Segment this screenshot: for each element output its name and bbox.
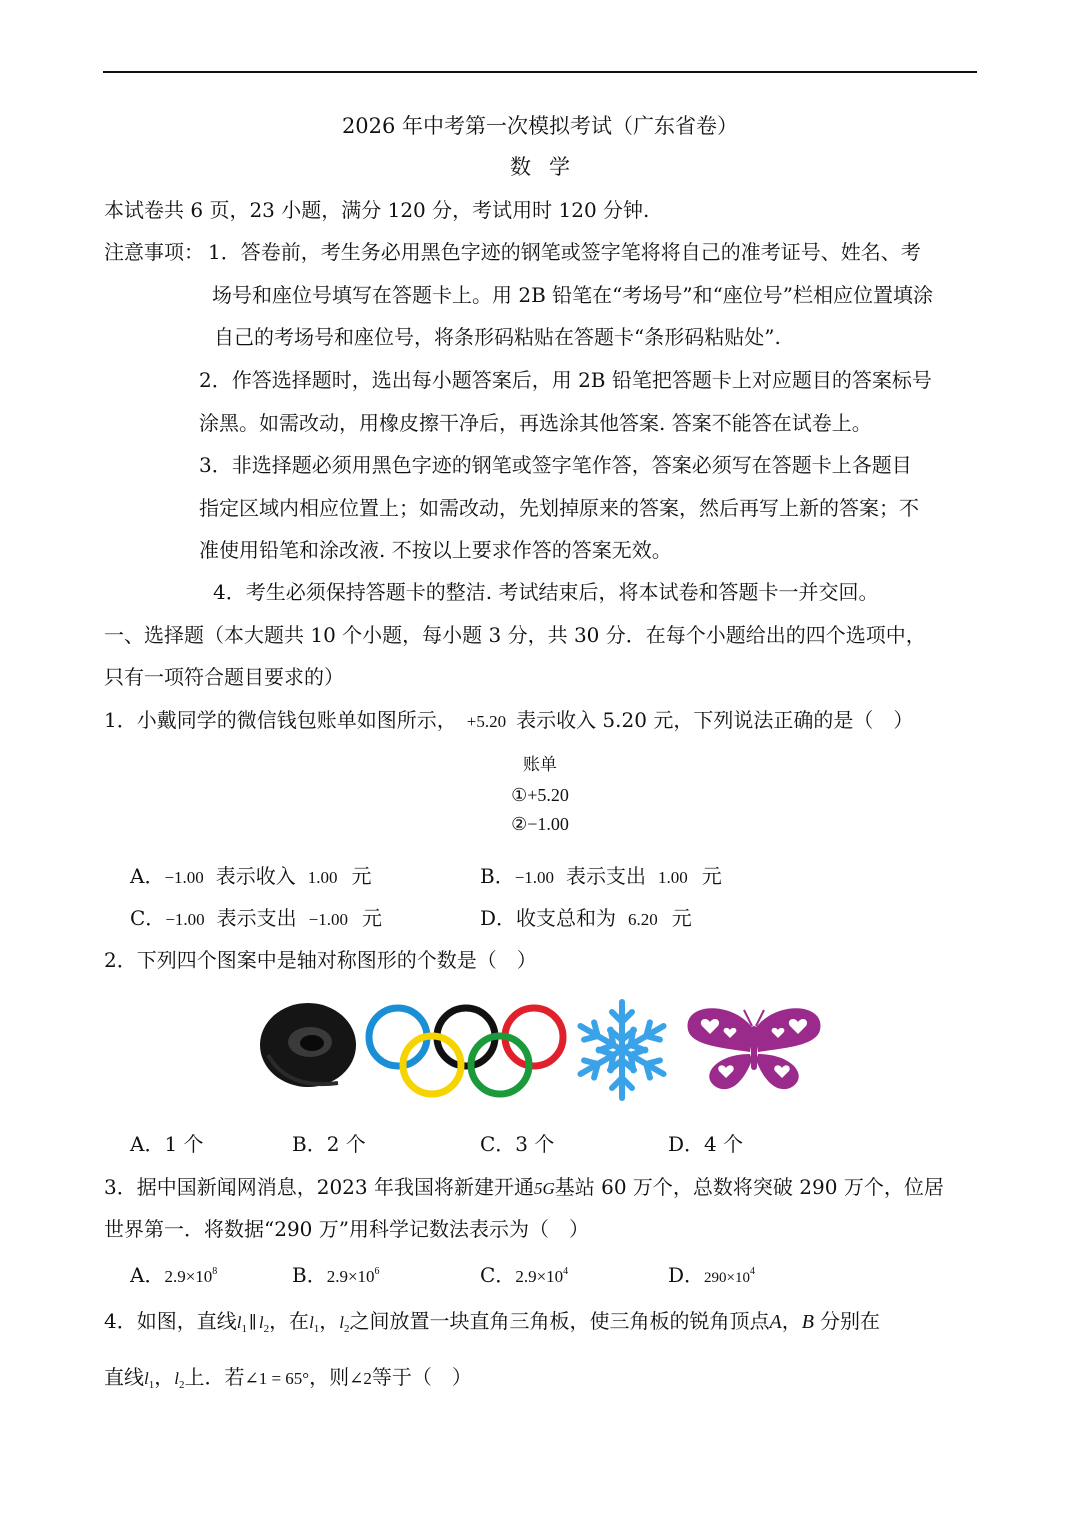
- option-label: B．: [480, 864, 515, 888]
- q4-subscript: 2: [344, 1323, 350, 1335]
- snowflake-figure: [574, 1002, 669, 1098]
- option-text: 表示支出: [216, 906, 297, 930]
- notice-item-1-line-3: 自己的考场号和座位号，将条形码粘贴在答题卡“条形码粘贴处”.: [214, 325, 781, 349]
- q3-option-c[interactable]: [480, 1258, 568, 1291]
- option-math: 1.00: [307, 868, 338, 887]
- bill-entry-2: ②−1.00: [511, 814, 569, 834]
- q3-5g: 5G: [533, 1179, 555, 1198]
- bill-title: 账单: [523, 755, 557, 775]
- q1-stem-text-a: 1．小戴同学的微信钱包账单如图所示，: [104, 708, 457, 732]
- q1-option-d[interactable]: [480, 904, 692, 934]
- q3-option-b[interactable]: [292, 1258, 380, 1291]
- notice-item-4: 4．考生必须保持答题卡的整洁. 考试结束后，将本试卷和答题卡一并交回。: [213, 580, 879, 604]
- black-ring-figure: [260, 1003, 356, 1087]
- q4-text: 4．如图，直线: [104, 1309, 237, 1333]
- option-exponent: 8: [212, 1266, 218, 1277]
- option-text: 元: [671, 906, 692, 930]
- q4-text: 上．若: [184, 1365, 245, 1389]
- option-math: −1.00: [165, 910, 205, 929]
- option-exponent: 4: [750, 1266, 756, 1277]
- option-label: A．: [130, 1263, 165, 1287]
- q4-text: ，: [319, 1309, 340, 1333]
- q4-line-l: l: [144, 1369, 149, 1388]
- q4-point-a: A: [769, 1311, 782, 1333]
- q4-subscript: 2: [178, 1379, 185, 1391]
- q4-text: 分别在: [819, 1309, 880, 1333]
- option-text: 元: [701, 864, 722, 888]
- option-label: D．: [480, 906, 517, 930]
- option-text: 表示支出: [566, 864, 647, 888]
- option-text: 元: [362, 906, 382, 930]
- question-3-stem-line-2: 世界第一．将数据“290 万”用科学记数法表示为（ ）: [104, 1217, 589, 1241]
- q4-subscript: 1: [148, 1379, 155, 1391]
- q4-text: 等于（ ）: [371, 1365, 472, 1389]
- notice-item-3-line-1: 3．非选择题必须用黑色字迹的钢笔或签字笔作答，答案必须写在答题卡上各题目: [199, 453, 912, 477]
- option-text: 表示收入: [215, 864, 296, 888]
- q4-point-b: B: [801, 1311, 814, 1333]
- butterfly-figure: [688, 1008, 821, 1089]
- notice-item-2-line-2: 涂黑。如需改动，用橡皮擦干净后，再选涂其他答案. 答案不能答在试卷上。: [199, 411, 872, 435]
- q3-option-d[interactable]: [668, 1258, 755, 1292]
- q4-line-l: l: [236, 1313, 242, 1332]
- q2-option-d[interactable]: D．4 个: [668, 1132, 744, 1156]
- q4-parallel-symbol: ∥: [248, 1313, 257, 1332]
- question-3-stem: [104, 1173, 944, 1203]
- option-exponent: 6: [374, 1266, 380, 1277]
- option-math: 2.9×10: [515, 1267, 564, 1286]
- q4-text: ，: [781, 1309, 802, 1333]
- q2-option-c[interactable]: C．3 个: [480, 1132, 555, 1156]
- option-math: 6.20: [628, 910, 658, 929]
- olympic-rings-figure: [369, 1008, 563, 1094]
- q4-text: ，则: [309, 1365, 350, 1389]
- q1-option-c[interactable]: [130, 904, 382, 934]
- q4-subscript: 1: [241, 1323, 247, 1335]
- q4-subscript: 2: [263, 1323, 270, 1335]
- q4-angle-1: ∠1 = 65°: [244, 1369, 310, 1388]
- section-1-heading-cont: 只有一项符合题目要求的）: [104, 665, 344, 689]
- q1-option-a[interactable]: [130, 862, 372, 892]
- subject-title: 数学: [510, 155, 588, 179]
- q3-stem-text-b: 基站 60 万个，总数将突破 290 万个，位居: [554, 1175, 944, 1199]
- q4-line-l: l: [309, 1313, 314, 1332]
- notice-label: 注意事项：: [104, 240, 204, 264]
- q3-option-a[interactable]: [130, 1258, 217, 1291]
- option-text: 收支总和为: [516, 906, 617, 930]
- q4-line-l: l: [339, 1313, 345, 1332]
- q2-figures: [258, 995, 822, 1105]
- notice-item-2-line-1: 2．作答选择题时，选出每小题答案后，用 2B 铅笔把答题卡上对应题目的答案标号: [199, 368, 932, 392]
- option-math: −1.00: [308, 910, 348, 929]
- q3-stem-text-a: 3．据中国新闻网消息，2023 年我国将新建开通: [104, 1175, 534, 1199]
- question-1-stem: [104, 706, 913, 736]
- option-label: A．: [130, 864, 165, 888]
- notice-item-3-line-2: 指定区域内相应位置上；如需改动，先划掉原来的答案，然后再写上新的答案；不: [199, 496, 919, 520]
- header-rule: [103, 71, 977, 73]
- option-exponent: 4: [563, 1266, 569, 1277]
- question-2-stem: 2．下列四个图案中是轴对称图形的个数是（ ）: [104, 948, 537, 972]
- q1-stem-text-b: 表示收入 5.20 元，下列说法正确的是（ ）: [516, 708, 914, 732]
- option-label: C．: [480, 1263, 516, 1287]
- q4-text: ，: [154, 1365, 175, 1389]
- notice-item-1-line-2: 场号和座位号填写在答题卡上。用 2B 铅笔在“考场号”和“座位号”栏相应位置填涂: [212, 283, 934, 307]
- q1-option-b[interactable]: [480, 862, 722, 892]
- question-4-stem-line-2: [104, 1363, 472, 1399]
- q4-line-l: l: [258, 1313, 264, 1332]
- option-math: 2.9×10: [326, 1267, 375, 1286]
- q4-angle-2: ∠2: [349, 1369, 372, 1388]
- q2-option-b[interactable]: B．2 个: [292, 1132, 366, 1156]
- option-math: 2.9×10: [164, 1267, 213, 1286]
- option-math: 1.00: [658, 868, 688, 887]
- bill-entry-1: ①+5.20: [511, 785, 569, 805]
- notice-item-3-line-3: 准使用铅笔和涂改液. 不按以上要求作答的答案无效。: [199, 538, 672, 562]
- exam-title: 2026 年中考第一次模拟考试（广东省卷）: [341, 114, 739, 138]
- option-math: −1.00: [164, 868, 204, 887]
- q1-stem-math: +5.20: [466, 712, 507, 731]
- q2-option-a[interactable]: A．1 个: [130, 1132, 204, 1156]
- notice-item-1-line-1: 1．答卷前，考生务必用黑色字迹的钢笔或签字笔将将自己的准考证号、姓名、考: [208, 240, 921, 264]
- option-math: 290×10: [704, 1270, 751, 1286]
- q4-subscript: 1: [313, 1323, 320, 1335]
- q4-text: 之间放置一块直角三角板，使三角板的锐角顶点: [349, 1309, 770, 1333]
- intro-line: 本试卷共 6 页，23 小题，满分 120 分，考试用时 120 分钟.: [104, 198, 650, 222]
- option-text: 元: [351, 864, 372, 888]
- option-label: D．: [668, 1263, 705, 1287]
- option-label: B．: [292, 1263, 327, 1287]
- question-4-stem: [104, 1307, 880, 1343]
- option-label: C．: [130, 906, 166, 930]
- option-math: −1.00: [514, 868, 555, 887]
- q4-line-l: l: [174, 1369, 179, 1388]
- q4-text: ，在: [269, 1309, 310, 1333]
- q4-text: 直线: [104, 1365, 144, 1389]
- section-1-heading: 一、选择题（本大题共 10 个小题，每小题 3 分，共 30 分．在每个小题给出的四个选项中，: [104, 623, 926, 647]
